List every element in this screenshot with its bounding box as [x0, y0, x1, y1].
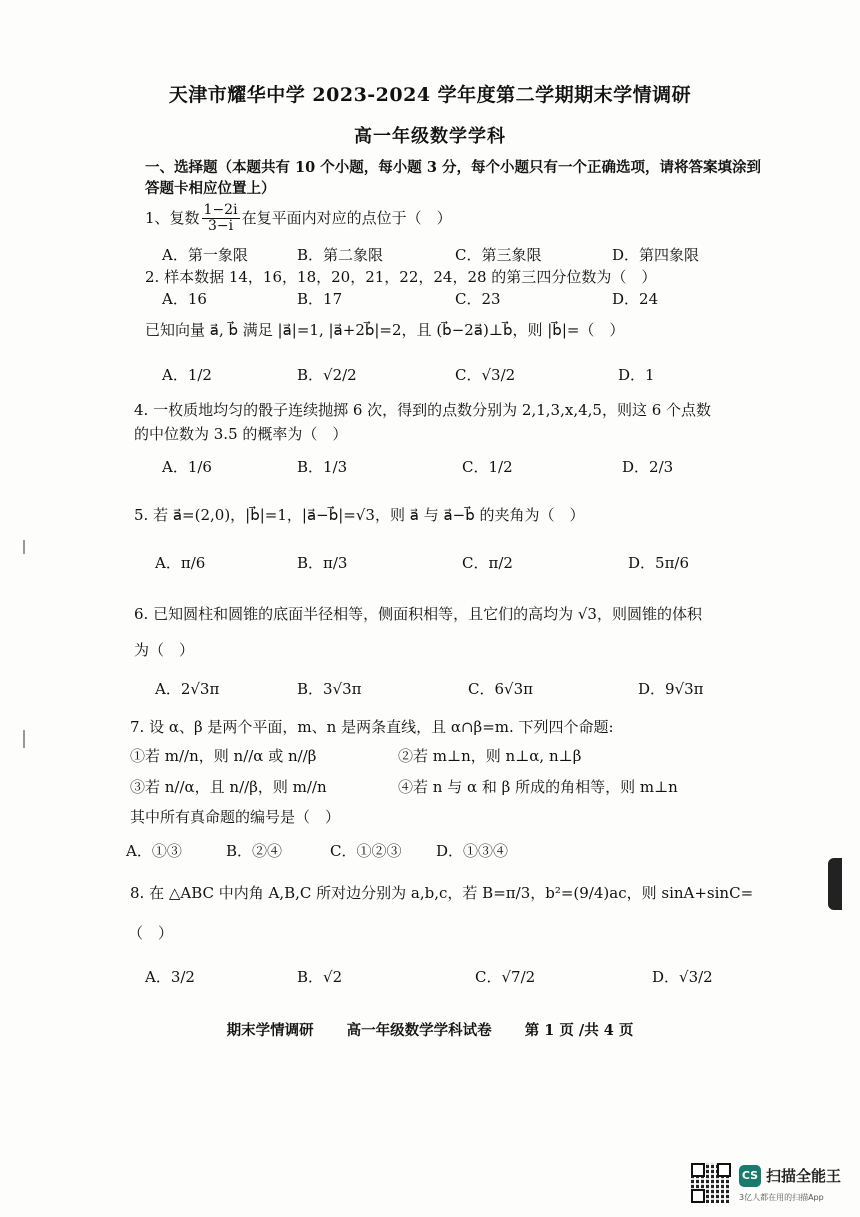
- page-footer: [0, 1019, 860, 1040]
- qr-code-icon: [691, 1163, 731, 1203]
- scanner-app-tagline: 3亿人都在用的扫描App: [739, 1193, 824, 1202]
- q7-option-c: C．①②③: [330, 842, 402, 860]
- q1-option-b: B．第二象限: [297, 246, 384, 264]
- q3-option-b: B．√2/2: [297, 366, 357, 384]
- footer-middle: 高一年级数学学科试卷: [346, 1022, 492, 1039]
- question-4-prompt-line2: 的中位数为 3.5 的概率为（ ）: [134, 425, 348, 443]
- q3-option-c: C．√3/2: [455, 366, 516, 384]
- q7-proposition-3: ③若 n//α，且 n//β，则 m//n: [130, 778, 327, 796]
- q6-option-c: C．6√3π: [468, 680, 533, 698]
- q5-option-d: D．5π/6: [628, 554, 690, 572]
- question-8-prompt-line2: （ ）: [128, 924, 174, 942]
- question-8-prompt-line1: 8. 在 △ABC 中内角 A,B,C 所对边分别为 a,b,c，若 B=π/3，b²=(9/4)ac，则 sinA+sinC=: [130, 884, 754, 902]
- page-title: 天津市耀华中学 2023-2024 学年度第二学期期末学情调研: [168, 84, 692, 106]
- q5-option-c: C．π/2: [462, 554, 513, 572]
- q3-option-a: A．1/2: [162, 366, 212, 384]
- question-4-prompt-line1: 4. 一枚质地均匀的骰子连续抛掷 6 次，得到的点数分别为 2,1,3,x,4,5，则这 6 个点数: [134, 401, 712, 419]
- q2-option-b: B．17: [297, 290, 343, 308]
- q7-proposition-4: ④若 n 与 α 和 β 所成的角相等，则 m⊥n: [398, 778, 678, 796]
- q7-proposition-2: ②若 m⊥n，则 n⊥α, n⊥β: [398, 747, 582, 765]
- q5-option-a: A．π/6: [155, 554, 206, 572]
- q1-fraction: $\frac{1-2i}{3-i}$: [203, 202, 238, 235]
- q8-option-b: B．√2: [297, 968, 343, 986]
- q7-option-a: A．①③: [126, 842, 182, 860]
- q2-option-d: D．24: [612, 290, 659, 308]
- q7-proposition-1: ①若 m//n，则 n//α 或 n//β: [130, 747, 317, 765]
- question-2-prompt: 2. 样本数据 14，16，18，20，21，22，24，28 的第三四分位数为（ ）: [145, 268, 657, 286]
- q1-option-c: C．第三象限: [455, 246, 542, 264]
- page-subtitle: 高一年级数学学科: [354, 126, 506, 147]
- q8-option-a: A．3/2: [145, 968, 195, 986]
- question-7-prompt: 7. 设 α、β 是两个平面，m、n 是两条直线，且 α∩β=m. 下列四个命题:: [130, 718, 614, 736]
- q4-option-b: B．1/3: [297, 458, 348, 476]
- q7-ask: 其中所有真命题的编号是（ ）: [130, 808, 341, 826]
- question-1-prompt: 1、复数 $\frac{1-2i}{3-i}$ 在复平面内对应的点位于（ ）: [145, 202, 452, 235]
- q8-option-c: C．√7/2: [475, 968, 536, 986]
- q2-option-c: C．23: [455, 290, 501, 308]
- section-heading: 一、选择题（本题共有 10 个小题，每小题 3 分，每个小题只有一个正确选项，请将答案填涂到答题卡相应位置上）: [145, 159, 761, 197]
- q1-option-d: D．第四象限: [612, 246, 700, 264]
- footer-left: 期末学情调研: [226, 1022, 314, 1039]
- q6-option-d: D．9√3π: [638, 680, 704, 698]
- q8-option-d: D．√3/2: [652, 968, 713, 986]
- q4-option-c: C．1/2: [462, 458, 513, 476]
- question-5-prompt: 5. 若 a⃗=(2,0)，|b⃗|=1，|a⃗−b⃗|=√3，则 a⃗ 与 a⃗−b⃗ 的夹角为（ ）: [134, 506, 585, 524]
- q6-option-a: A．2√3π: [155, 680, 220, 698]
- scanner-app-name: 扫描全能王: [766, 1167, 842, 1185]
- q6-option-b: B．3√3π: [297, 680, 362, 698]
- q7-option-b: B．②④: [226, 842, 283, 860]
- scan-speck: [23, 540, 25, 554]
- q7-option-d: D．①③④: [436, 842, 509, 860]
- q4-option-d: D．2/3: [622, 458, 674, 476]
- question-3-prompt: 已知向量 a⃗, b⃗ 满足 |a⃗|=1, |a⃗+2b⃗|=2，且 (b⃗−2a⃗)⊥b⃗，则 |b⃗|=（ ）: [145, 321, 625, 339]
- scan-speck: [23, 730, 25, 748]
- q1-option-a: A．第一象限: [162, 246, 248, 264]
- q2-option-a: A．16: [162, 290, 207, 308]
- q4-option-a: A．1/6: [162, 458, 212, 476]
- question-6-prompt-line2: 为（ ）: [134, 641, 195, 659]
- footer-page-number: 第 1 页 /共 4 页: [524, 1022, 634, 1039]
- q5-option-b: B．π/3: [297, 554, 348, 572]
- camscanner-logo-icon: CS: [739, 1165, 761, 1187]
- q3-option-d: D．1: [618, 366, 655, 384]
- scan-edge-shadow: [828, 858, 842, 910]
- question-6-prompt-line1: 6. 已知圆柱和圆锥的底面半径相等，侧面积相等，且它们的高均为 √3，则圆锥的体积: [134, 605, 702, 623]
